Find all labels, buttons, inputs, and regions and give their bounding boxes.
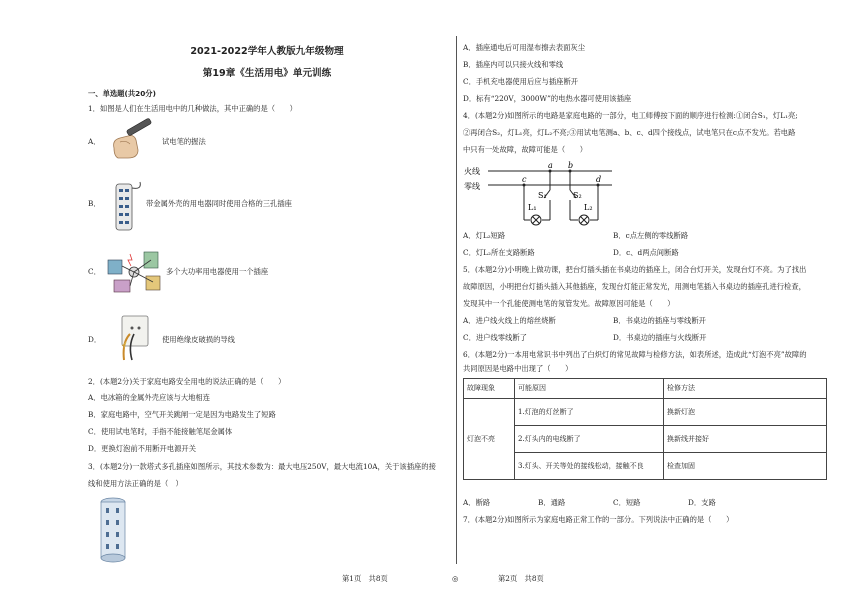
q1-option-d-label: D． xyxy=(88,335,102,344)
q6-option-a: A．断路 xyxy=(463,498,491,507)
point-b-label: b xyxy=(568,161,574,170)
live-wire-label: 火线 xyxy=(464,167,480,176)
switch-s1-label: S₁ xyxy=(538,191,547,200)
q1-option-a-label: A． xyxy=(88,137,101,146)
question-3-stem-line1: 3．(本题2分)一款塔式多孔插座如图所示，其技术参数为：最大电压250V，最大电流10A，关于该插座的接 xyxy=(88,462,436,471)
section-heading: 一、单选题(共20分) xyxy=(88,89,156,98)
q3-option-d: D．标有“220V，3000W”的电热水器可使用该插座 xyxy=(463,94,632,103)
q5-option-b: B．书桌边的插座与零线断开 xyxy=(613,316,706,325)
q5-option-c: C．进户线零线断了 xyxy=(463,333,527,342)
point-a-label: a xyxy=(548,161,553,170)
test-pen-hand-icon xyxy=(108,118,156,162)
q6-option-c: C．短路 xyxy=(613,498,641,507)
question-5-line2: 故障原因，小明把台灯插头插入其他插座，发现台灯能正常发光，用测电笔插入书桌边的插座孔进行检查， xyxy=(463,282,806,291)
table-header-cell: 检修方法 xyxy=(664,379,827,399)
binding-mark-icon: ◎ xyxy=(452,574,459,583)
q1-option-a-text: 试电笔的握法 xyxy=(162,137,206,146)
q4-option-c: C．灯L₂所在支路断路 xyxy=(463,248,535,257)
circuit-diagram xyxy=(462,160,622,230)
point-c-label: c xyxy=(522,175,527,184)
table-cell: 检查加固 xyxy=(664,453,827,480)
q1-option-d-text: 使用绝缘皮破损的导线 xyxy=(162,335,235,344)
lamp-l2-label: L₂ xyxy=(584,203,593,212)
q4-option-b: B．c点左侧的零线断路 xyxy=(613,231,689,240)
damaged-wire-icon xyxy=(108,312,154,362)
question-7-stem: 7．(本题2分)如图所示为家庭电路正常工作的一部分。下列说法中正确的是（ ） xyxy=(463,515,734,524)
question-6-line2: 共同原因是电路中出现了（ ） xyxy=(463,364,573,373)
q2-option-b: B．家庭电路中，空气开关跳闸一定是因为电路发生了短路 xyxy=(88,410,276,419)
q3-option-c: C．手机充电器使用后应与插座断开 xyxy=(463,77,579,86)
table-cell: 换新线并接好 xyxy=(664,426,827,453)
table-cell: 2.灯头内的电线断了 xyxy=(515,426,664,453)
lamp-l1-label: L₁ xyxy=(528,203,537,212)
question-1-stem: 1．如图是人们在生活用电中的几种做法，其中正确的是（ ） xyxy=(88,104,297,113)
q1-option-b-text: 带金属外壳的用电器同时使用合格的三孔插座 xyxy=(146,199,292,208)
q2-option-d: D．更换灯泡前不用断开电源开关 xyxy=(88,444,197,453)
page-number-left: 第1页 共8页 xyxy=(342,574,388,583)
question-5-line1: 5．(本题2分)小明晚上做功课，把台灯插头插在书桌边的插座上，闭合台灯开关，发现台灯不亮。为了找出 xyxy=(463,265,807,274)
table-header-row xyxy=(464,379,827,399)
document-title: 2021-2022学年人教版九年级物理 xyxy=(190,46,344,57)
question-4-line2: ②再闭合S₂，灯L₁亮，灯L₂不亮;③用试电笔测a、b、c、d四个接线点，试电笔只在c点不发光。若电路 xyxy=(463,128,796,137)
question-4-line3: 中只有一处故障，故障可能是（ ） xyxy=(463,145,588,154)
overloaded-socket-icon xyxy=(104,246,166,298)
table-cell: 3.灯头、开关等处的接线松动，接触不良 xyxy=(515,453,664,480)
question-5-line3: 发现其中一个孔能使测电笔的氖管发光。故障原因可能是（ ） xyxy=(463,299,675,308)
fault-table xyxy=(463,378,827,480)
q1-option-c-label: C． xyxy=(88,267,101,276)
question-3-stem-line2: 线和使用方法正确的是（ ） xyxy=(88,479,183,488)
table-row xyxy=(464,453,827,480)
q5-option-d: D．书桌边的插座与火线断开 xyxy=(613,333,707,342)
neutral-wire-label: 零线 xyxy=(464,182,480,191)
q4-option-d: D．c、d两点间断路 xyxy=(613,248,679,257)
table-row xyxy=(464,399,827,426)
table-row xyxy=(464,426,827,453)
table-header-cell: 可能原因 xyxy=(515,379,664,399)
q3-option-a: A．插座通电后可用湿布擦去表面灰尘 xyxy=(463,43,586,52)
q2-option-a: A．电冰箱的金属外壳应该与大地相连 xyxy=(88,393,211,402)
q2-option-c: C．使用试电笔时，手指不能接触笔尾金属体 xyxy=(88,427,233,436)
q1-option-c-text: 多个大功率用电器使用一个插座 xyxy=(166,267,269,276)
q4-option-a: A．灯L₂短路 xyxy=(463,231,506,240)
question-2-stem: 2．(本题2分)关于家庭电路安全用电的说法正确的是（ ） xyxy=(88,377,286,386)
question-6-line1: 6．(本题2分)一本用电常识书中列出了白炽灯的常见故障与检修方法，如表所述，造成此“灯泡不亮”故障的 xyxy=(463,350,807,359)
table-header-cell: 故障现象 xyxy=(464,379,515,399)
q1-option-b-label: B． xyxy=(88,199,101,208)
page-number-right: 第2页 共8页 xyxy=(498,574,544,583)
point-d-label: d xyxy=(596,175,602,184)
table-cell: 换新灯泡 xyxy=(664,399,827,426)
q5-option-a: A．进户线火线上的熔丝烧断 xyxy=(463,316,556,325)
table-cell-phenomenon: 灯泡不亮 xyxy=(464,399,515,480)
tower-socket-icon xyxy=(96,496,130,566)
table-cell: 1.灯泡的灯丝断了 xyxy=(515,399,664,426)
q6-option-b: B．通路 xyxy=(538,498,566,507)
switch-s2-label: S₂ xyxy=(573,191,582,200)
document-subtitle: 第19章《生活用电》单元训练 xyxy=(202,68,332,79)
q6-option-d: D．支路 xyxy=(688,498,716,507)
power-strip-icon xyxy=(108,180,144,234)
q3-option-b: B．插座内可以只接火线和零线 xyxy=(463,60,564,69)
column-divider xyxy=(456,36,457,564)
question-4-line1: 4．(本题2分)如图所示的电路是家庭电路的一部分，电工师傅按下面的顺序进行检测:①闭合S₁，灯L₁亮; xyxy=(463,111,798,120)
